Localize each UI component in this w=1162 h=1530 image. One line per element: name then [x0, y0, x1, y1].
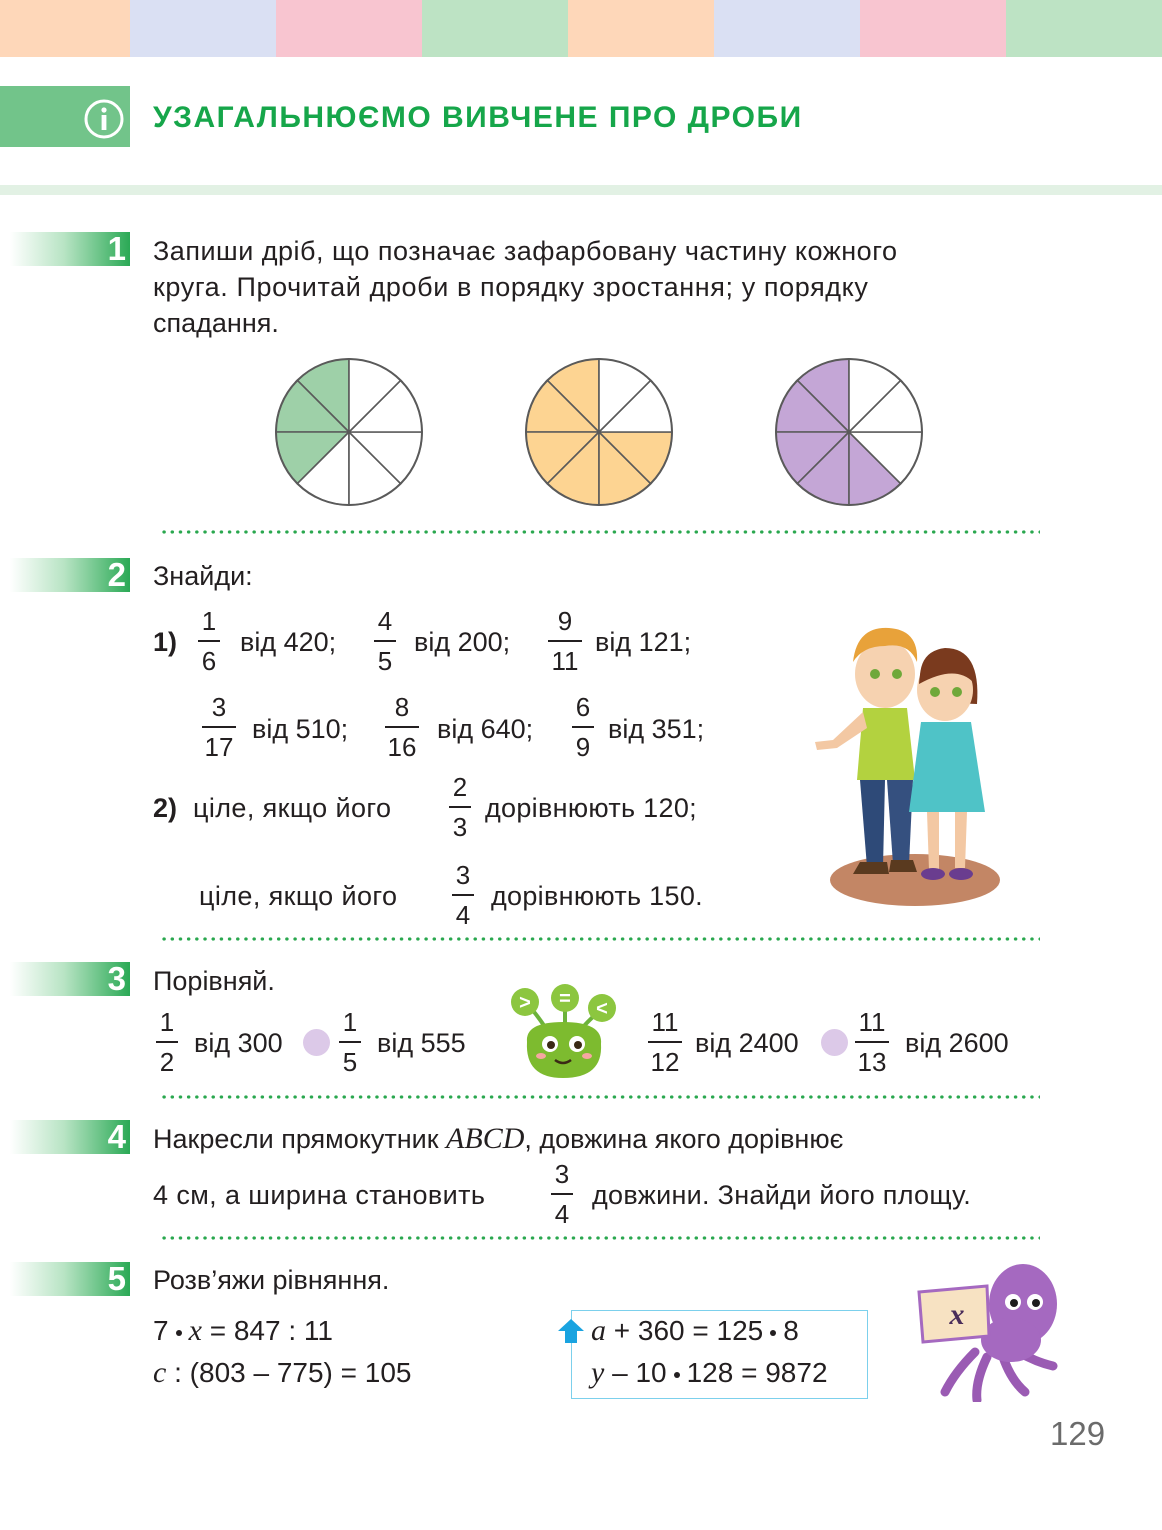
task4-line2a: 4 см, а ширина становить [153, 1180, 486, 1210]
top-bar-segment [714, 0, 860, 57]
task-number-tab: 1 [10, 232, 130, 266]
top-bar-segment [130, 0, 276, 57]
greater-sign: > [519, 992, 531, 1014]
fraction: 1 5 [339, 1007, 361, 1077]
less-sign: < [596, 998, 608, 1020]
dotted-divider [160, 1236, 1040, 1240]
task2-whole-text: дорівнюють 120; [485, 793, 697, 823]
up-arrow-icon [557, 1318, 585, 1344]
fraction: 8 16 [385, 692, 419, 762]
fraction: 1 6 [198, 606, 220, 676]
fraction-circle-green [272, 355, 426, 509]
task4-line1: Накресли прямокутник ABCD, довжина якого дорівнює [153, 1122, 844, 1155]
fraction-circle-orange [522, 355, 676, 509]
equation: 7 x = 847 : 11 [153, 1314, 333, 1347]
fraction-text: від 121; [595, 627, 692, 657]
fraction: 3 4 [452, 860, 474, 930]
dotted-divider [160, 937, 1040, 941]
children-illustration [805, 612, 1005, 912]
green-mascot-illustration [505, 982, 623, 1082]
equation: y – 10 128 = 9872 [591, 1356, 828, 1389]
equation: a + 360 = 125 8 [591, 1314, 799, 1347]
task5-intro: Розв’яжи рівняння. [153, 1265, 390, 1295]
task1-line3: спадання. [153, 308, 279, 338]
task1-line1: Запиши дріб, що позначає зафарбовану частину кожного [153, 236, 898, 266]
task2-intro: Знайди: [153, 561, 253, 591]
fraction: 6 9 [572, 692, 594, 762]
fraction: 4 5 [374, 606, 396, 676]
compare-text: від 2600 [905, 1028, 1009, 1058]
fraction: 2 3 [449, 772, 471, 842]
compare-text: від 300 [194, 1028, 283, 1058]
task-number-tab: 3 [10, 962, 130, 996]
dotted-divider [160, 530, 1040, 534]
compare-text: від 555 [377, 1028, 466, 1058]
task-number-tab: 2 [10, 558, 130, 592]
top-bar-segment [0, 0, 130, 57]
task4-line2b: довжини. Знайди його площу. [592, 1180, 972, 1210]
octopus-card-text: x [949, 1298, 965, 1331]
task-number-tab: 4 [10, 1120, 130, 1154]
fraction: 9 11 [548, 606, 582, 676]
fraction: 3 17 [202, 692, 236, 762]
octopus-illustration [915, 1262, 1065, 1402]
item-label: 1) [153, 627, 178, 657]
compare-placeholder[interactable] [821, 1029, 848, 1056]
fraction-text: від 200; [414, 627, 511, 657]
fraction-text: від 640; [437, 714, 534, 744]
fraction: 11 13 [855, 1007, 889, 1077]
compare-text: від 2400 [695, 1028, 799, 1058]
fraction: 11 12 [648, 1007, 682, 1077]
fraction-text: від 420; [240, 627, 337, 657]
top-bar-segment [276, 0, 422, 57]
equation: c : (803 – 775) = 105 [153, 1356, 412, 1389]
top-bar-segment [422, 0, 568, 57]
task2-whole-text: дорівнюють 150. [491, 881, 703, 911]
page-number: 129 [1050, 1415, 1106, 1452]
fraction-text: від 510; [252, 714, 349, 744]
fraction: 3 4 [551, 1159, 573, 1229]
task-number-tab: 5 [10, 1262, 130, 1296]
compare-placeholder[interactable] [303, 1029, 330, 1056]
top-bar-segment [860, 0, 1006, 57]
task3-intro: Порівняй. [153, 966, 275, 996]
dotted-divider [160, 1095, 1040, 1099]
rectangle-name: ABCD [446, 1122, 525, 1155]
task1-line2: круга. Прочитай дроби в порядку зростання; у порядку [153, 272, 869, 302]
fraction: 1 2 [156, 1007, 178, 1077]
task2-whole-text: ціле, якщо його [199, 881, 398, 911]
top-color-bar [0, 0, 1162, 57]
info-icon [83, 98, 125, 140]
fraction-text: від 351; [608, 714, 705, 744]
fraction-circle-purple [772, 355, 926, 509]
equal-sign: = [559, 988, 571, 1010]
task2-whole-text: ціле, якщо його [193, 793, 392, 823]
top-bar-segment [1006, 0, 1162, 57]
item-label: 2) [153, 793, 178, 823]
page-title: УЗАГАЛЬНЮЄМО ВИВЧЕНЕ ПРО ДРОБИ [153, 101, 803, 134]
header-block [0, 86, 130, 147]
header-rule [0, 185, 1162, 195]
top-bar-segment [568, 0, 714, 57]
